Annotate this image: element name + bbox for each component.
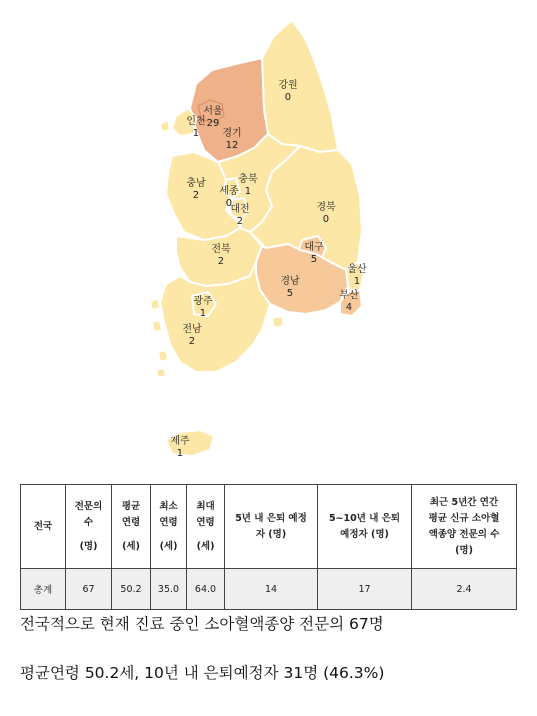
header-nationwide: 전국 bbox=[21, 485, 66, 569]
region-gangwon bbox=[262, 20, 338, 152]
cell-retire-5yr: 14 bbox=[225, 569, 318, 610]
header-retire-5yr: 5년 내 은퇴 예정 자 (명) bbox=[225, 485, 318, 569]
cell-new-specialists: 2.4 bbox=[412, 569, 517, 610]
label-incheon: 인천 1 bbox=[186, 116, 206, 139]
label-gyeonggi: 경기 12 bbox=[222, 128, 242, 151]
island-shape bbox=[156, 368, 166, 378]
island-shape bbox=[152, 320, 162, 332]
header-retire-5-10yr: 5~10년 내 은퇴 예정자 (명) bbox=[318, 485, 412, 569]
label-gangwon: 강원 0 bbox=[278, 80, 298, 103]
label-gyeongbuk: 경북 0 bbox=[316, 202, 336, 225]
label-jeonnam: 전남 2 bbox=[182, 324, 202, 347]
header-new-specialists: 최근 5년간 연간 평균 신규 소아혈 액종양 전문의 수 (명) bbox=[412, 485, 517, 569]
label-sejong: 세종 0 bbox=[219, 186, 239, 209]
header-max-age: 최대 연령 (세) bbox=[187, 485, 225, 569]
label-gwangju: 광주 1 bbox=[193, 296, 213, 319]
table-header-row bbox=[21, 485, 517, 569]
label-busan: 부산 4 bbox=[339, 290, 359, 313]
cell-max-age: 64.0 bbox=[187, 569, 225, 610]
label-chungnam: 충남 2 bbox=[186, 178, 206, 201]
island-shape bbox=[158, 350, 168, 362]
label-daejeon: 대전 2 bbox=[230, 204, 250, 227]
label-gyeongnam: 경남 5 bbox=[280, 276, 300, 299]
header-min-age: 최소 연령 (세) bbox=[151, 485, 187, 569]
cell-min-age: 35.0 bbox=[151, 569, 187, 610]
table-row bbox=[21, 569, 517, 610]
cell-total-label: 총계 bbox=[21, 569, 66, 610]
island-shape bbox=[272, 316, 284, 328]
summary-line-1: 전국적으로 현재 진료 중인 소아혈액종양 전문의 67명 bbox=[20, 615, 384, 633]
label-ulsan: 울산 1 bbox=[347, 264, 367, 287]
cell-specialist-count: 67 bbox=[66, 569, 112, 610]
label-jeju: 제주 1 bbox=[170, 436, 190, 459]
summary-line-2: 평균연령 50.2세, 10년 내 은퇴예정자 31명 (46.3%) bbox=[20, 664, 385, 682]
header-specialist-count: 전문의 수 (명) bbox=[66, 485, 112, 569]
island-shape bbox=[160, 120, 170, 132]
label-daegu: 대구 5 bbox=[304, 242, 324, 265]
label-seoul: 서울 29 bbox=[203, 106, 223, 129]
label-jeonbuk: 전북 2 bbox=[211, 244, 231, 267]
cell-retire-5-10yr: 17 bbox=[318, 569, 412, 610]
header-average-age: 평균 연령 (세) bbox=[112, 485, 151, 569]
island-shape bbox=[150, 298, 160, 310]
label-chungbuk: 충북 1 bbox=[238, 174, 258, 197]
cell-average-age: 50.2 bbox=[112, 569, 151, 610]
stats-table bbox=[20, 484, 517, 610]
